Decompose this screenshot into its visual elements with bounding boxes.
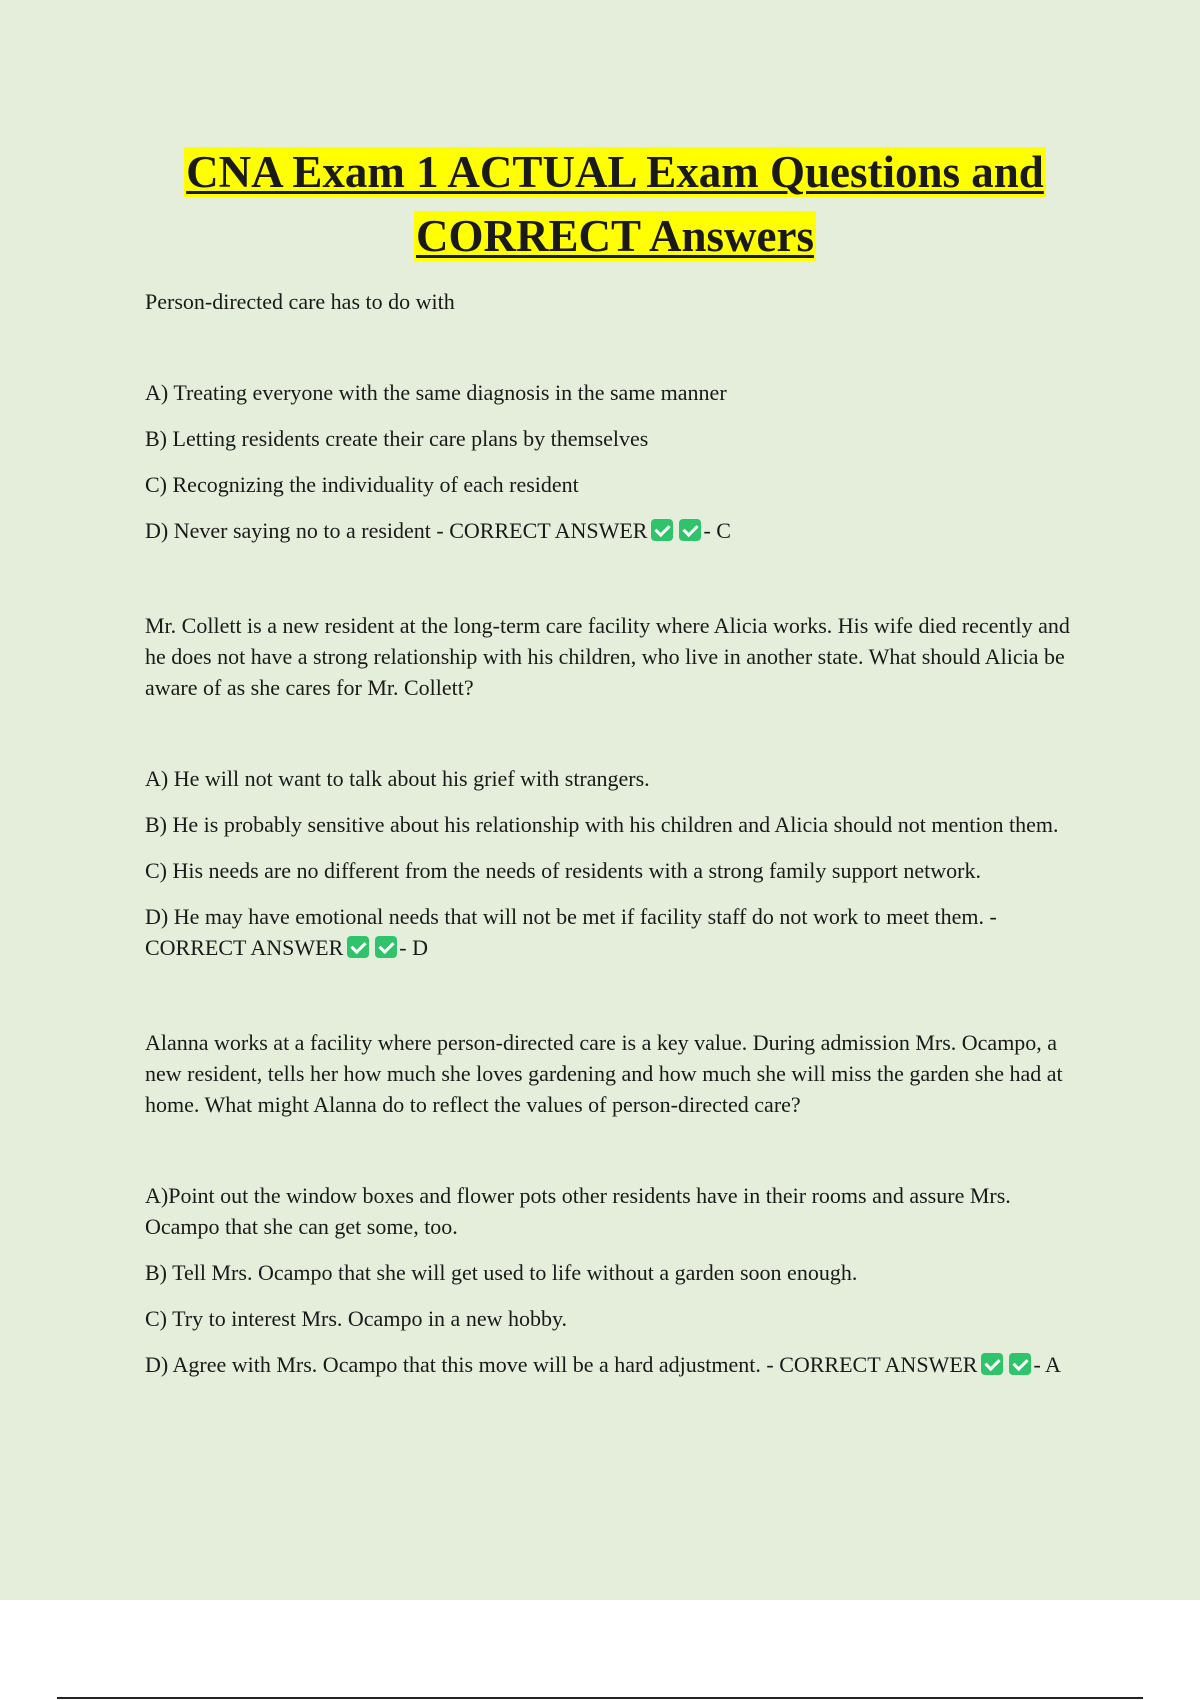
answer-option-d-with-answer <box>145 901 1085 963</box>
check-mark-icon <box>347 936 369 958</box>
answer-option-c: C) His needs are no different from the needs of residents with a strong family support network. <box>145 858 981 883</box>
answer-option-a: A) Treating everyone with the same diagnosis in the same manner <box>145 380 727 405</box>
question-block <box>145 286 1085 546</box>
question-block <box>145 610 1085 963</box>
check-mark-icon <box>679 519 701 541</box>
answer-option-c: C) Recognizing the individuality of each resident <box>145 472 579 497</box>
check-mark-icon <box>1009 1353 1031 1375</box>
correct-answer-letter: - D <box>399 935 428 960</box>
answer-option-d-text: D) Never saying no to a resident - CORRECT ANSWER <box>145 518 648 543</box>
answer-option-d-with-answer <box>145 1349 1085 1380</box>
document-content <box>145 140 1085 1380</box>
question-block <box>145 1027 1085 1380</box>
question-prompt: Mr. Collett is a new resident at the long-term care facility where Alicia works. His wife died recently and he does not have a strong relationship with his children, who live in another state. What should Alicia be aware of as she cares for Mr. Collett? <box>145 613 1070 700</box>
answer-option-d-text: D) He may have emotional needs that will not be met if facility staff do not work to meet them. - CORRECT ANSWER <box>145 904 997 960</box>
check-mark-icon <box>375 936 397 958</box>
answer-option-a: A)Point out the window boxes and flower pots other residents have in their rooms and assure Mrs. Ocampo that she can get some, too. <box>145 1183 1011 1239</box>
document-title <box>145 140 1085 268</box>
answer-option-b: B) Letting residents create their care plans by themselves <box>145 426 649 451</box>
answer-option-b: B) Tell Mrs. Ocampo that she will get used to life without a garden soon enough. <box>145 1260 858 1285</box>
correct-answer-letter: - A <box>1033 1352 1061 1377</box>
check-mark-icon <box>651 519 673 541</box>
correct-answer-letter: - C <box>703 518 731 543</box>
question-prompt: Person-directed care has to do with <box>145 289 455 314</box>
answer-option-d-text: D) Agree with Mrs. Ocampo that this move will be a hard adjustment. - CORRECT ANSWER <box>145 1352 978 1377</box>
answer-option-b: B) He is probably sensitive about his relationship with his children and Alicia should not mention them. <box>145 812 1059 837</box>
answer-option-c: C) Try to interest Mrs. Ocampo in a new hobby. <box>145 1306 568 1331</box>
check-mark-icon <box>981 1353 1003 1375</box>
document-title-text: CNA Exam 1 ACTUAL Exam Questions and CORRECT Answers <box>186 147 1044 261</box>
question-prompt: Alanna works at a facility where person-directed care is a key value. During admission Mrs. Ocampo, a new resident, tells her how much she loves gardening and how much she will miss the garden she had at home. What might Alanna do to reflect the values of person-directed care? <box>145 1030 1063 1117</box>
page-footer-rule <box>57 1697 1143 1699</box>
answer-option-a: A) He will not want to talk about his grief with strangers. <box>145 766 650 791</box>
answer-option-d-with-answer <box>145 515 1085 546</box>
